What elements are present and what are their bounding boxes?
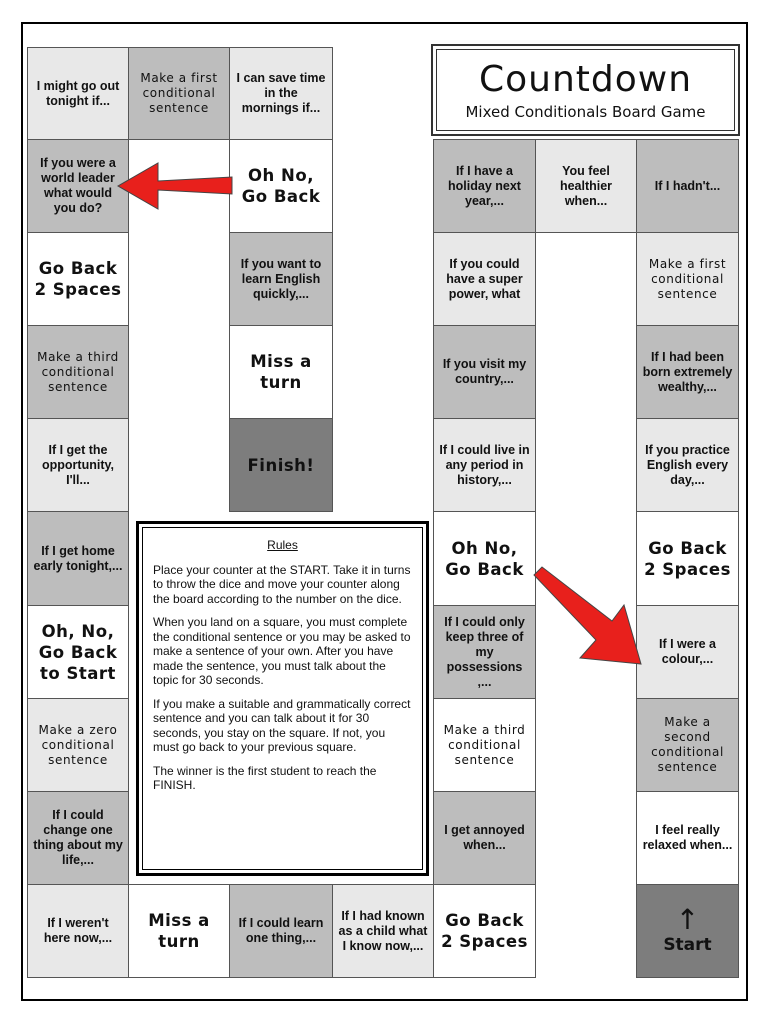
- square-text: If I hadn't...: [654, 178, 721, 193]
- square-c1r6[interactable]: [27, 511, 129, 606]
- square-c2r1[interactable]: [128, 47, 230, 140]
- square-c3r10[interactable]: [229, 884, 333, 978]
- rules-paragraph: The winner is the first student to reach the FINISH.: [153, 763, 377, 792]
- square-text: If you practice English every day,...: [645, 442, 730, 487]
- rules-inner: [142, 527, 423, 870]
- square-text: Make a first conditional sentence: [140, 71, 218, 115]
- square-c5r9[interactable]: [433, 791, 536, 885]
- square-c3r2[interactable]: [229, 139, 333, 233]
- rules-box: [136, 521, 429, 876]
- square-text: Go Back 2 Spaces: [644, 538, 731, 579]
- title-inner: [436, 49, 735, 131]
- square-text: If you visit my country,...: [442, 357, 527, 386]
- square-text: Start: [663, 935, 712, 955]
- square-c1r2[interactable]: [27, 139, 129, 233]
- square-text: Oh No, Go Back: [445, 538, 524, 579]
- square-text: If I were a colour,...: [659, 637, 716, 666]
- square-c1r9[interactable]: [27, 791, 129, 885]
- square-c1r8[interactable]: [27, 698, 129, 792]
- square-c1r3[interactable]: [27, 232, 129, 326]
- square-c1r5[interactable]: [27, 418, 129, 512]
- square-c1r10[interactable]: [27, 884, 129, 978]
- square-c5r2[interactable]: [433, 139, 536, 233]
- square-c1r4[interactable]: [27, 325, 129, 419]
- square-text: If I have a holiday next year,...: [448, 163, 521, 208]
- square-c3r3[interactable]: [229, 232, 333, 326]
- rules-paragraph: Place your counter at the START. Take it in turns to throw the dice and move your counter along the board according to the number on the dice.: [153, 562, 411, 606]
- square-text: Miss a turn: [250, 352, 312, 392]
- square-text: If I had known as a child what I know now,...: [338, 908, 428, 953]
- square-c5r6[interactable]: [433, 511, 536, 606]
- square-text: If you were a world leader what would you do?: [40, 156, 116, 215]
- square-c5r10[interactable]: [433, 884, 536, 978]
- square-start[interactable]: [636, 884, 739, 978]
- square-c7r3[interactable]: [636, 232, 739, 326]
- square-text: Miss a turn: [148, 911, 210, 951]
- square-c3r4[interactable]: [229, 325, 333, 419]
- square-text: Make a third conditional sentence: [443, 722, 526, 767]
- square-text: I can save time in the mornings if...: [236, 71, 326, 115]
- square-c7r4[interactable]: [636, 325, 739, 419]
- square-text: Make a third conditional sentence: [37, 349, 119, 394]
- rules-paragraph: If you make a suitable and grammatically correct sentence and you can talk about it for 30 seconds, you stay on the square. If not, you must go back to your previous square.: [153, 696, 411, 754]
- square-text: If you could have a super power, what: [446, 256, 523, 301]
- square-text: If I weren't here now,...: [43, 916, 113, 945]
- square-c5r7[interactable]: [433, 605, 536, 699]
- square-c5r5[interactable]: [433, 418, 536, 512]
- square-text: Oh, No, Go Back to Start: [38, 621, 118, 683]
- square-text: Go Back 2 Spaces: [34, 259, 122, 299]
- square-text: If I could live in any period in history,...: [439, 442, 530, 487]
- square-text: If I could change one thing about my life,...: [33, 808, 123, 867]
- square-finish[interactable]: [229, 418, 333, 512]
- square-c7r5[interactable]: [636, 418, 739, 512]
- square-c5r4[interactable]: [433, 325, 536, 419]
- game-title: Countdown: [478, 59, 693, 100]
- square-c1r7[interactable]: [27, 605, 129, 699]
- square-text: If I could learn one thing,...: [238, 916, 324, 945]
- square-c7r7[interactable]: [636, 605, 739, 699]
- square-text: Make a zero conditional sentence: [38, 722, 118, 767]
- square-c6r2[interactable]: [535, 139, 637, 233]
- square-text: Go Back 2 Spaces: [441, 911, 528, 951]
- square-text: You feel healthier when...: [559, 163, 613, 208]
- square-c3r1[interactable]: [229, 47, 333, 140]
- square-text: Oh No, Go Back: [241, 166, 321, 206]
- square-c1r1[interactable]: [27, 47, 129, 140]
- square-text: Make a second conditional sentence: [651, 715, 724, 774]
- game-subtitle: Mixed Conditionals Board Game: [465, 103, 706, 121]
- rules-paragraph: When you land on a square, you must complete the conditional sentence or you may be asked to make a sentence of your own. After you have made the sentence, you must talk about the topic for 30 seconds.: [153, 615, 411, 687]
- square-text: If you want to learn English quickly,...: [240, 256, 322, 301]
- square-text: If I could only keep three of my possessions ,...: [444, 614, 525, 689]
- square-c4r10[interactable]: [332, 884, 434, 978]
- square-text: I might go out tonight if...: [36, 78, 120, 108]
- square-c7r8[interactable]: [636, 698, 739, 792]
- square-text: I feel really relaxed when...: [642, 823, 733, 852]
- square-c2r10[interactable]: [128, 884, 230, 978]
- square-text: Finish!: [247, 455, 315, 475]
- square-c7r6[interactable]: [636, 511, 739, 606]
- square-c5r8[interactable]: [433, 698, 536, 792]
- rules-heading: Rules: [267, 538, 298, 552]
- square-text: If I get home early tonight,...: [33, 543, 123, 573]
- square-text: If I get the opportunity, I'll...: [42, 442, 114, 487]
- title-box: [431, 44, 740, 136]
- square-c7r2[interactable]: [636, 139, 739, 233]
- square-text: I get annoyed when...: [444, 823, 525, 852]
- square-c5r3[interactable]: [433, 232, 536, 326]
- square-text: If I had been born extremely wealthy,...: [642, 349, 733, 394]
- square-c7r9[interactable]: [636, 791, 739, 885]
- up-arrow-icon: ↑: [675, 903, 700, 936]
- square-text: Make a first conditional sentence: [648, 256, 727, 301]
